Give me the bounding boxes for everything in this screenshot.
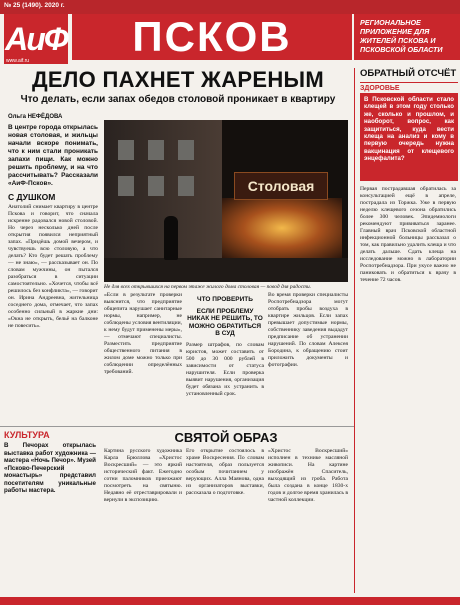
article-subhead: Что делать, если запах обедов столовой проникает в квартиру — [20, 94, 336, 105]
top-band — [0, 0, 460, 14]
sidebar-lead-box: В Псковской области стало клещей в этом году столько же, сколько и прошлом, и наоборот, вопрос, как защититься, куда вести клеща на анализ и кому в первую очередь нужна вакцинация от клещевого энцефалита? — [360, 93, 458, 181]
photo-window — [118, 176, 134, 196]
photo-caption: Не для всех открывшихся на первом этаже жилого дома столовая — повод для радости. — [104, 284, 312, 290]
issue-number: № 25 (1490). 2020 г. — [4, 2, 65, 9]
photo-window — [178, 140, 194, 160]
sidebar-heading: ОБРАТНЫЙ ОТСЧЁТ — [360, 68, 457, 79]
culture-label: КУЛЬТУРА — [4, 430, 50, 440]
sidebar-text — [360, 186, 456, 594]
footer-band — [0, 597, 460, 605]
col2-text: «Если в результате проверки выяснится, что предприятие общепита нарушает санитарные нормы, например, не соблюдены условия вентиляции, к нему будут применены меры», — отмечают специалисты. Разместить предприятие общественного питания в жилом доме можно только при соблюдении определённых требований. — [104, 292, 182, 375]
section-heading: С ДУШКОМ — [8, 192, 56, 202]
sidebar-divider — [354, 68, 355, 593]
question-heading: ЧТО ПРОВЕРИТЬ — [197, 296, 253, 303]
photo-ground — [104, 258, 348, 282]
col1-text: Анатолий снимает квартиру в центре Пскова и говорит, что сначала искренне радовался новой столовой. Но через несколько дней после открытия появился неприятный запах. «Придёшь домой вечером, и чувствуешь всю столовую, а что делать? Кто будет решать проблему — не знаю», — рассказывает он. По словам мужчины, он пытался разобраться в ситуации самостоятельно. «Хочется, чтобы всё решилось без конфликта», — говорит он. Ирина Андреевна, жительница соседнего дома, отмечает, что запах особенно сильный в жаркие дни: «Окна не открыть, бельё на балконе не повесить». — [8, 204, 98, 329]
col3-text: Размер штрафов, по словам юристов, может составить от 500 до 30 000 рублей в зависимости от статуса нарушителя. Если проверка выявит нарушения, организация будет обязана их устранить в установленный срок. — [186, 341, 264, 397]
feature-col-1 — [104, 448, 182, 594]
photo-storefront-light — [222, 198, 342, 258]
photo-window — [178, 176, 194, 196]
pullquote: ЕСЛИ ПРОБЛЕМУ НИКАК НЕ РЕШИТЬ, ТО МОЖНО ОБРАТИТЬСЯ В СУД — [187, 307, 263, 337]
site-url: www.aif.ru — [6, 58, 30, 64]
masthead — [0, 0, 460, 68]
photo-window — [148, 176, 164, 196]
feature-text-3: «Христос Воскресший» исполнен в технике масляной живописи. На картине изображён Спаситель, выходящий из гроба. Работа была создана в конце 1830-х годов и долгое время хранилась в частной коллекции. — [268, 448, 348, 503]
article-col-2 — [104, 292, 182, 424]
sidebar-body: Первая пострадавшая обратилась за консультацией ещё в апреле, пострадала из Торжка. Уже в первую неделю клещевого сезона обратились более 300 человек. Эпидемиологи рекомендуют прививаться заранее. Главный врач Псковской областной инфекционной больницы рассказал о том, как правильно удалить клеща и что делать дальше. Сдать клеща на исследование можно в лаборатории Роспотребнадзора. При укусе важно не паниковать и обратиться к врачу в течение 72 часов. — [360, 186, 456, 283]
article-headline: ДЕЛО ПАХНЕТ ЖАРЕНЫМ — [31, 67, 325, 92]
article-byline: Ольга НЕФЁДОВА — [8, 114, 63, 120]
article-col-3 — [186, 292, 264, 424]
feature-col-2 — [186, 448, 264, 594]
feature-title: СВЯТОЙ ОБРАЗ — [174, 430, 278, 445]
culture-text: В Печорах открылась выставка работ художника — мастера «Ночь Печор». Музей «Псково-Печерский монастырь» представил посетителям уникальные работы мастера. — [4, 442, 96, 494]
feature-text-1: Картина русского художника Карла Брюллова «Христос Воскресший» — это яркий исторический факт. Ежегодно сотни паломников приезжают посмотреть на святыню. Недавно её отреставрировали и вернули в экспозицию. — [104, 448, 182, 503]
photo-window — [148, 140, 164, 160]
photo-sign: Столовая — [234, 172, 328, 200]
photo-person — [164, 216, 178, 260]
article-photo — [104, 120, 348, 282]
article-col-4 — [268, 292, 348, 424]
edition-title: ПСКОВ — [132, 13, 292, 60]
bottom-divider — [0, 426, 354, 427]
feature-text-2: Его открытие состоялось в храме Воскресения. По словам настоятеля, образ пользуется особым почитанием у верующих. Алла Маянова, одна из организаторов выставки, рассказала о подготовке. — [186, 448, 264, 496]
article-col-1 — [8, 124, 98, 422]
sidebar-subheading: ЗДОРОВЬЕ — [360, 82, 458, 92]
col4-text: Во время проверки специалисты Роспотребнадзора могут отобрать пробы воздуха в квартире жильцов. Если запах превышает допустимые нормы, собственнику заведения выдадут предписание об устранении нарушений. По словам Алексея Бородина, к обращению стоит приложить документы и фотографии. — [268, 292, 348, 368]
region-note: РЕГИОНАЛЬНОЕ ПРИЛОЖЕНИЕ ДЛЯ ЖИТЕЛЕЙ ПСКОВА И ПСКОВСКОЙ ОБЛАСТИ — [354, 14, 460, 60]
article-lead: В центре города открылась новая столовая, и жильцы начали вскоре понимать, что к ним стали проникать запахи пищи. Как можно решить проблему, и на что рассчитывать? Рассказали «АиФ-Псков». — [8, 124, 98, 187]
title-band — [72, 14, 352, 60]
feature-col-3 — [268, 448, 348, 594]
aif-logo — [4, 14, 68, 64]
photo-window — [118, 140, 134, 160]
logo-text: АиФ — [5, 21, 67, 57]
